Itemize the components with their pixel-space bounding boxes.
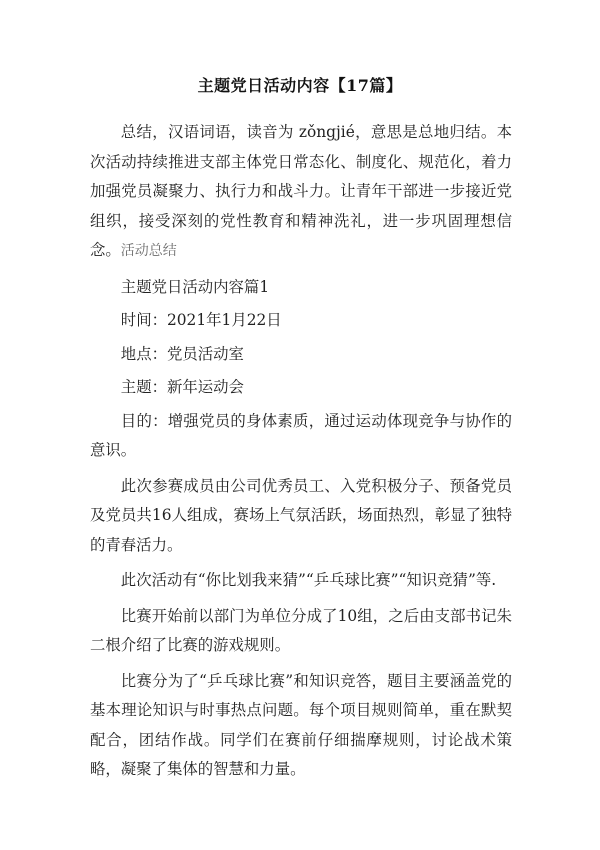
activity-summary-link[interactable]: 活动总结 <box>120 243 177 259</box>
document-title: 主题党日活动内容【17篇】 <box>197 76 403 95</box>
intro-paragraph <box>90 118 512 267</box>
intro-text: 总结，汉语词语，读音为 zǒngjié，意思是总地归结。本次活动持续推进支部主体党日常态化、制度化、规范化，着力加强党员凝聚力、执行力和战斗力。让青年干部进一步接近党组织，接受深刻的党性教育和精神洗礼，进一步巩固理想信念。 <box>90 123 512 259</box>
rules-paragraph: 比赛分为了“乒乓球比赛”和知识竞答，题目主要涵盖党的基本理论知识与时事热点问题。每个项目规则简单，重在默契配合，团结作战。同学们在赛前仔细揣摩规则，讨论战术策略，凝聚了集体的智慧和力量。 <box>90 671 512 778</box>
time-line: 时间：2021年1月22日 <box>120 311 282 329</box>
section-heading: 主题党日活动内容篇1 <box>120 277 270 296</box>
document-body <box>90 118 512 791</box>
participants-paragraph: 此次参赛成员由公司优秀员工、入党积极分子、预备党员及党员共16人组成，赛场上气氛活跃，场面热烈，彰显了独特的青春活力。 <box>90 476 512 554</box>
activities-paragraph: 此次活动有“你比划我来猜”“乒乓球比赛”“知识竞猜”等. <box>120 571 497 589</box>
groups-paragraph: 比赛开始前以部门为单位分成了10组，之后由支部书记朱二根介绍了比赛的游戏规则。 <box>90 606 512 654</box>
purpose-paragraph: 目的：增强党员的身体素质，通过运动体现竞争与协作的意识。 <box>90 411 512 459</box>
theme-line: 主题：新年运动会 <box>120 378 244 396</box>
place-line: 地点：党员活动室 <box>120 344 244 363</box>
